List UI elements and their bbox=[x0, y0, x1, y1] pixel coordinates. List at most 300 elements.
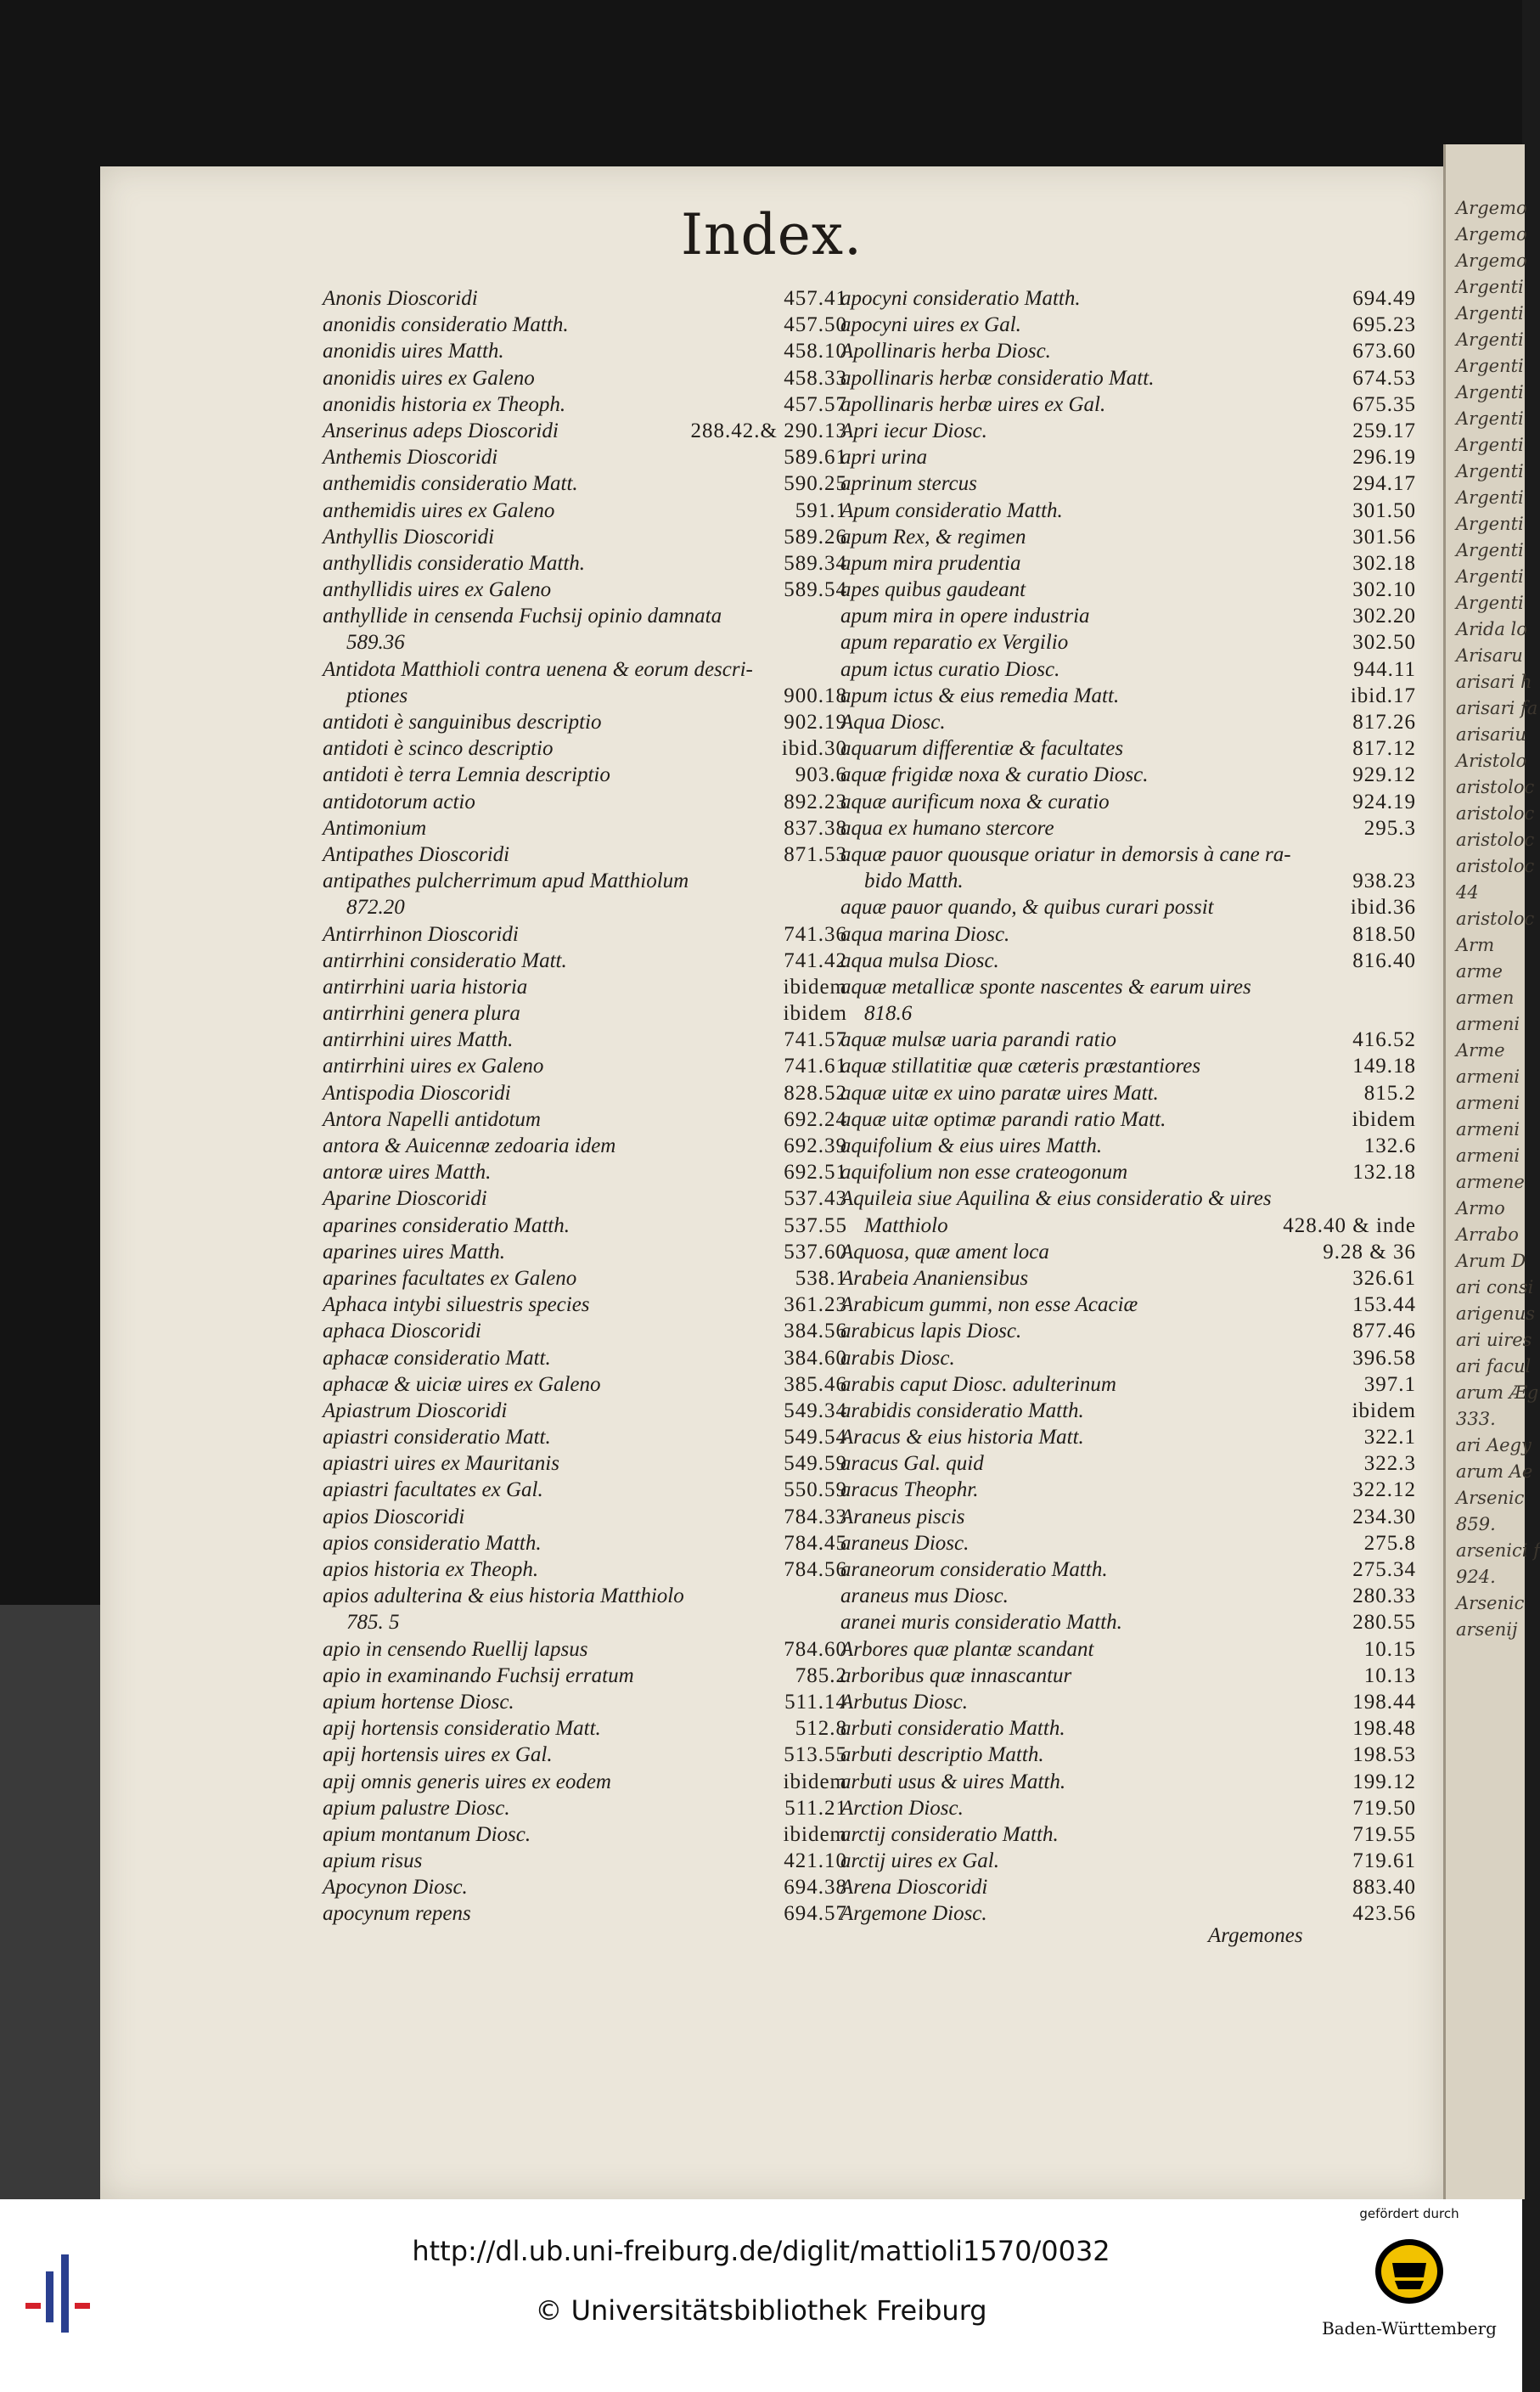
index-entry-term: arbuti descriptio Matth. bbox=[840, 1743, 1044, 1767]
index-entry bbox=[323, 789, 847, 815]
index-entry bbox=[840, 921, 1416, 948]
index-entry-term: arabis caput Diosc. adulterinum bbox=[840, 1372, 1116, 1396]
funder-crest-icon bbox=[1371, 2233, 1447, 2310]
index-entry-term: aparines facultates ex Galeno bbox=[323, 1266, 577, 1290]
index-entry-reference: 591.1 bbox=[795, 498, 847, 522]
index-entry bbox=[840, 498, 1416, 524]
index-entry-term: apios consideratio Matth. bbox=[323, 1531, 542, 1555]
index-entry-reference: 877.46 bbox=[1352, 1320, 1416, 1343]
index-entry-term: antirrhini uaria historia bbox=[323, 975, 528, 999]
index-entry-term: apios historia ex Theoph. bbox=[323, 1558, 539, 1581]
index-entry-term: anthemidis consideratio Matt. bbox=[323, 472, 578, 496]
index-entry bbox=[323, 1292, 847, 1318]
edge-line: Armo bbox=[1456, 1198, 1505, 1219]
index-entry-reference: 326.61 bbox=[1352, 1266, 1416, 1290]
index-entry-reference: 694.57 bbox=[784, 1902, 847, 1926]
index-entry-term: aprinum stercus bbox=[840, 472, 977, 496]
index-entry-term: aquæ uitæ ex uino paratæ uires Matt. bbox=[840, 1081, 1159, 1105]
index-entry bbox=[323, 603, 847, 629]
index-entry-reference: 892.23 bbox=[784, 790, 847, 813]
index-entry bbox=[840, 629, 1416, 656]
index-entry bbox=[840, 1398, 1416, 1424]
index-entry-term: anthyllidis consideratio Matth. bbox=[323, 551, 586, 575]
index-entry bbox=[323, 1769, 847, 1795]
edge-line: Argenti bbox=[1456, 277, 1524, 297]
index-entry-term: arbuti consideratio Matth. bbox=[840, 1717, 1065, 1741]
index-entry-term: arabicus lapis Diosc. bbox=[840, 1320, 1022, 1343]
index-entry-term: apum mira in opere industria bbox=[840, 605, 1090, 628]
edge-line: armene bbox=[1456, 1172, 1525, 1192]
edge-line: Argenti bbox=[1456, 566, 1524, 587]
index-entry bbox=[323, 1000, 847, 1027]
index-entry-reference: 871.53 bbox=[784, 842, 847, 866]
index-entry-term: Anonis Dioscoridi bbox=[323, 287, 478, 310]
index-entry-term: Anthemis Dioscoridi bbox=[323, 446, 498, 470]
index-entry-term: apium risus bbox=[323, 1849, 423, 1873]
index-entry-term: apium palustre Diosc. bbox=[323, 1796, 510, 1820]
edge-line: Arisaru bbox=[1456, 645, 1523, 666]
index-entry-reference: 302.20 bbox=[1352, 605, 1416, 628]
index-entry-reference: 817.12 bbox=[1352, 737, 1416, 761]
index-entry bbox=[323, 762, 847, 788]
index-entry bbox=[840, 1106, 1416, 1133]
index-entry-term: Aphaca intybi siluestris species bbox=[323, 1293, 590, 1317]
index-entry-reference: 924.19 bbox=[1352, 790, 1416, 813]
index-entry-reference: 837.38 bbox=[784, 816, 847, 840]
index-entry bbox=[840, 1053, 1416, 1079]
index-entry-reference: 322.3 bbox=[1363, 1452, 1416, 1476]
edge-line: arisari h bbox=[1456, 672, 1532, 692]
edge-line: Argenti bbox=[1456, 461, 1524, 481]
index-entry bbox=[840, 391, 1416, 418]
index-entry bbox=[323, 1318, 847, 1344]
index-entry-term: apio in censendo Ruellij lapsus bbox=[323, 1637, 588, 1661]
index-entry-reference: 784.45 bbox=[784, 1531, 847, 1555]
index-entry-reference: 694.38 bbox=[784, 1876, 847, 1900]
index-entry-reference: 674.53 bbox=[1352, 366, 1416, 390]
index-entry-term: arctij uires ex Gal. bbox=[840, 1849, 999, 1873]
index-entry-reference: 694.49 bbox=[1352, 287, 1416, 310]
index-entry-term: 872.20 bbox=[346, 896, 405, 920]
index-entry-term: aparines uires Matth. bbox=[323, 1240, 506, 1264]
index-entry bbox=[840, 1027, 1416, 1053]
index-entry-reference: 929.12 bbox=[1352, 763, 1416, 787]
edge-line: Arida lo bbox=[1456, 619, 1527, 639]
index-entry-reference: 692.24 bbox=[784, 1107, 847, 1131]
index-entry bbox=[840, 1450, 1416, 1477]
index-entry bbox=[840, 1663, 1416, 1689]
index-entry-term: apiastri facultates ex Gal. bbox=[323, 1478, 543, 1502]
index-entry-reference: 741.36 bbox=[784, 922, 847, 946]
index-entry-reference: 817.26 bbox=[1352, 711, 1416, 734]
index-entry bbox=[323, 1715, 847, 1742]
index-entry bbox=[323, 338, 847, 364]
index-entry-reference: 296.19 bbox=[1352, 446, 1416, 470]
index-entry-term: apiastri consideratio Matt. bbox=[323, 1426, 551, 1449]
index-entry bbox=[840, 1159, 1416, 1185]
index-entry-term: aqua mulsa Diosc. bbox=[840, 948, 999, 972]
index-entry-term: aqua marina Diosc. bbox=[840, 922, 1010, 946]
index-entry-reference: 288.42.& 290.13 bbox=[690, 419, 847, 442]
index-entry-term: Apollinaris herba Diosc. bbox=[840, 340, 1051, 363]
index-entry-term: antirrhini uires Matth. bbox=[323, 1028, 514, 1052]
edge-line: Argemo bbox=[1456, 250, 1527, 271]
index-entry-reference: 132.6 bbox=[1363, 1134, 1416, 1157]
index-entry bbox=[840, 550, 1416, 577]
index-entry bbox=[840, 1239, 1416, 1265]
index-entry bbox=[840, 1504, 1416, 1530]
index-entry-reference: 280.55 bbox=[1352, 1611, 1416, 1635]
index-entry-term: Antipathes Dioscoridi bbox=[323, 842, 510, 866]
index-entry bbox=[840, 1530, 1416, 1556]
index-entry bbox=[323, 1027, 847, 1053]
index-entry bbox=[323, 312, 847, 338]
index-entry-reference: 385.46 bbox=[784, 1372, 847, 1396]
index-entry-reference: 784.56 bbox=[784, 1558, 847, 1581]
index-entry bbox=[840, 894, 1416, 920]
index-column-right bbox=[840, 285, 1416, 1928]
index-entry bbox=[840, 789, 1416, 815]
index-entry bbox=[840, 1583, 1416, 1609]
edge-line: Argenti bbox=[1456, 329, 1524, 350]
index-entry-reference: ibid.30 bbox=[781, 737, 847, 761]
index-entry-term: arctij consideratio Matth. bbox=[840, 1822, 1059, 1846]
index-entry bbox=[840, 1609, 1416, 1635]
index-entry-term: arbuti usus & uires Matth. bbox=[840, 1770, 1066, 1793]
index-entry bbox=[840, 1080, 1416, 1106]
index-entry-term: aphacæ & uiciæ uires ex Galeno bbox=[323, 1372, 601, 1396]
edge-line: Argemo bbox=[1456, 198, 1527, 218]
index-entry-reference: 741.57 bbox=[784, 1028, 847, 1052]
index-entry bbox=[840, 709, 1416, 735]
index-entry-term: aparines consideratio Matth. bbox=[323, 1213, 570, 1237]
index-entry-term: Arction Diosc. bbox=[840, 1796, 964, 1820]
index-entry-reference: 10.15 bbox=[1363, 1637, 1416, 1661]
index-entry-term: Antora Napelli antidotum bbox=[323, 1107, 541, 1131]
index-entry bbox=[840, 1265, 1416, 1292]
book-cover-cloth bbox=[0, 1605, 100, 2199]
index-entry-reference: 512.8 bbox=[795, 1717, 847, 1741]
index-entry bbox=[323, 1398, 847, 1424]
edge-line: arsenici f bbox=[1456, 1540, 1540, 1561]
index-entry bbox=[323, 1530, 847, 1556]
index-entry-term: Aracus & eius historia Matt. bbox=[840, 1426, 1084, 1449]
index-entry-reference: 234.30 bbox=[1352, 1505, 1416, 1528]
index-entry bbox=[323, 1795, 847, 1821]
index-entry-reference: 198.44 bbox=[1352, 1690, 1416, 1714]
index-entry-reference: 590.25 bbox=[784, 472, 847, 496]
index-entry-term: apio in examinando Fuchsij erratum bbox=[323, 1663, 634, 1687]
index-entry-term: aquifolium & eius uires Matth. bbox=[840, 1134, 1103, 1157]
index-entry-reference: 9.28 & 36 bbox=[1323, 1240, 1416, 1264]
index-entry-reference: ibidem bbox=[1352, 1107, 1416, 1131]
index-entry-reference: 301.56 bbox=[1352, 525, 1416, 549]
index-entry-reference: 423.56 bbox=[1352, 1902, 1416, 1926]
index-entry-reference: 589.34 bbox=[784, 551, 847, 575]
index-entry-reference: 397.1 bbox=[1363, 1372, 1416, 1396]
index-entry bbox=[323, 1053, 847, 1079]
index-entry-term: aquæ metallicæ sponte nascentes & earum uires bbox=[840, 975, 1251, 999]
edge-line: 333. bbox=[1456, 1409, 1496, 1429]
index-entry-term: apij hortensis uires ex Gal. bbox=[323, 1743, 553, 1767]
index-entry-term: antoræ uires Matth. bbox=[323, 1161, 492, 1185]
edge-line: ari Aegy bbox=[1456, 1435, 1532, 1455]
index-entry bbox=[323, 1450, 847, 1477]
index-entry bbox=[840, 1821, 1416, 1848]
edge-line: Argenti bbox=[1456, 408, 1524, 429]
index-entry-term: Apum consideratio Matth. bbox=[840, 498, 1063, 522]
edge-line: armeni bbox=[1456, 1145, 1520, 1166]
index-entry bbox=[840, 948, 1416, 974]
index-entry-term: apios Dioscoridi bbox=[323, 1505, 465, 1528]
index-entry bbox=[840, 1292, 1416, 1318]
page-title: Index. bbox=[680, 202, 863, 267]
index-entry-reference: 719.55 bbox=[1352, 1822, 1416, 1846]
edge-line: Arum D bbox=[1456, 1251, 1526, 1271]
index-entry-reference: 302.10 bbox=[1352, 578, 1416, 602]
index-entry-reference: 549.34 bbox=[784, 1399, 847, 1422]
index-entry-reference: 302.50 bbox=[1352, 631, 1416, 655]
index-entry-term: anonidis historia ex Theoph. bbox=[323, 392, 566, 416]
index-entry-term: arboribus quæ innascantur bbox=[840, 1663, 1072, 1687]
index-entry-term: aracus Gal. quid bbox=[840, 1452, 984, 1476]
index-entry-term: antora & Auicennæ zedoaria idem bbox=[323, 1134, 616, 1157]
index-entry bbox=[840, 762, 1416, 788]
index-entry bbox=[840, 1477, 1416, 1503]
edge-line: Argenti bbox=[1456, 382, 1524, 402]
index-entry bbox=[323, 683, 847, 709]
edge-line: armeni bbox=[1456, 1093, 1520, 1113]
edge-line: 859. bbox=[1456, 1514, 1496, 1534]
index-entry-term: apollinaris herbæ uires ex Gal. bbox=[840, 392, 1106, 416]
index-entry bbox=[840, 418, 1416, 444]
index-entry-reference: 537.43 bbox=[784, 1187, 847, 1211]
index-entry-reference: 550.59 bbox=[784, 1478, 847, 1502]
index-entry bbox=[323, 1663, 847, 1689]
index-entry-term: aquæ pauor quando, & quibus curari possit bbox=[840, 896, 1214, 920]
index-entry-term: anthemidis uires ex Galeno bbox=[323, 498, 555, 522]
index-entry bbox=[323, 868, 847, 894]
edge-line: ari consi bbox=[1456, 1277, 1534, 1297]
index-entry-reference: 428.40 & inde bbox=[1283, 1213, 1416, 1237]
index-entry-term: apes quibus gaudeant bbox=[840, 578, 1026, 602]
index-entry-reference: 903.6 bbox=[795, 763, 847, 787]
edge-line: arme bbox=[1456, 961, 1503, 982]
index-entry bbox=[840, 577, 1416, 603]
edge-line: armeni bbox=[1456, 1119, 1520, 1140]
index-entry-term: antipathes pulcherrimum apud Matthiolum bbox=[323, 870, 689, 893]
index-entry bbox=[840, 1000, 1416, 1027]
index-entry-term: apij omnis generis uires ex eodem bbox=[323, 1770, 611, 1793]
index-entry-term: Apri iecur Diosc. bbox=[840, 419, 987, 442]
index-entry-reference: 828.52 bbox=[784, 1081, 847, 1105]
index-entry-term: araneus mus Diosc. bbox=[840, 1584, 1009, 1608]
index-entry bbox=[323, 524, 847, 550]
index-entry bbox=[323, 656, 847, 683]
permalink-url[interactable]: http://dl.ub.uni-freiburg.de/diglit/mattioli1570/0032 bbox=[412, 2235, 1110, 2267]
funded-by-label: gefördert durch bbox=[1359, 2206, 1459, 2221]
index-entry-term: araneus Diosc. bbox=[840, 1531, 970, 1555]
index-entry-reference: 458.33 bbox=[784, 366, 847, 390]
index-entry bbox=[323, 550, 847, 577]
index-entry bbox=[323, 1345, 847, 1371]
index-entry-term: apium hortense Diosc. bbox=[323, 1690, 514, 1714]
index-entry-reference: 816.40 bbox=[1352, 948, 1416, 972]
edge-line: Argenti bbox=[1456, 514, 1524, 534]
index-entry bbox=[323, 974, 847, 1000]
edge-line: 44 bbox=[1456, 882, 1479, 903]
edge-line: Arsenic bbox=[1456, 1593, 1525, 1613]
index-entry bbox=[840, 1742, 1416, 1768]
index-entry bbox=[840, 1848, 1416, 1874]
edge-line: Arm bbox=[1456, 935, 1495, 955]
index-entry bbox=[840, 1900, 1416, 1927]
edge-line: ari facul bbox=[1456, 1356, 1532, 1376]
edge-line: Argenti bbox=[1456, 593, 1524, 613]
edge-line: Argenti bbox=[1456, 356, 1524, 376]
index-entry bbox=[323, 1239, 847, 1265]
index-entry-reference: 384.60 bbox=[784, 1346, 847, 1370]
index-entry-reference: 944.11 bbox=[1353, 657, 1416, 681]
index-entry-term: apocyni uires ex Gal. bbox=[840, 313, 1021, 337]
index-entry-term: Arena Dioscoridi bbox=[840, 1876, 988, 1900]
index-entry bbox=[323, 1874, 847, 1900]
index-entry-term: antirrhini genera plura bbox=[323, 1002, 520, 1026]
index-entry-term: antidotorum actio bbox=[323, 790, 475, 813]
edge-line: Arme bbox=[1456, 1040, 1505, 1061]
index-entry-reference: 818.50 bbox=[1352, 922, 1416, 946]
index-entry-reference: 458.10 bbox=[784, 340, 847, 363]
index-entry-term: apium montanum Diosc. bbox=[323, 1822, 531, 1846]
edge-line: Argemo bbox=[1456, 224, 1527, 245]
index-entry bbox=[840, 444, 1416, 470]
index-entry bbox=[840, 338, 1416, 364]
index-entry-term: apij hortensis consideratio Matt. bbox=[323, 1717, 601, 1741]
index-entry-term: aracus Theophr. bbox=[840, 1478, 979, 1502]
index-entry-term: apocynum repens bbox=[323, 1902, 471, 1926]
index-entry-term: aquifolium non esse crateogonum bbox=[840, 1161, 1128, 1185]
index-entry-reference: 784.60 bbox=[784, 1637, 847, 1661]
index-entry bbox=[840, 1371, 1416, 1398]
index-entry bbox=[323, 921, 847, 948]
index-entry-reference: 537.55 bbox=[784, 1213, 847, 1237]
index-entry bbox=[840, 603, 1416, 629]
index-entry bbox=[323, 365, 847, 391]
index-entry-term: Antidota Matthioli contra uenena & eorum descri- bbox=[323, 657, 753, 681]
index-entry bbox=[840, 815, 1416, 841]
index-entry bbox=[323, 1106, 847, 1133]
index-entry-term: antirrhini consideratio Matt. bbox=[323, 948, 567, 972]
index-entry-reference: ibid.17 bbox=[1350, 684, 1416, 707]
index-entry-reference: 384.56 bbox=[784, 1320, 847, 1343]
index-entry bbox=[840, 1185, 1416, 1212]
index-entry bbox=[323, 1159, 847, 1185]
index-entry-term: apocyni consideratio Matth. bbox=[840, 287, 1081, 310]
book-page bbox=[100, 166, 1443, 2199]
index-entry-reference: 149.18 bbox=[1352, 1055, 1416, 1078]
index-entry-term: aquæ aurificum noxa & curatio bbox=[840, 790, 1110, 813]
index-entry bbox=[323, 1477, 847, 1503]
index-entry bbox=[840, 1133, 1416, 1159]
edge-line: arum Ae bbox=[1456, 1461, 1533, 1482]
index-entry bbox=[840, 1213, 1416, 1239]
index-entry bbox=[323, 1742, 847, 1768]
index-entry-reference: ibidem bbox=[783, 975, 847, 999]
index-entry-term: Matthiolo bbox=[864, 1213, 948, 1237]
index-entry bbox=[840, 1689, 1416, 1715]
index-entry-reference: 549.54 bbox=[784, 1426, 847, 1449]
index-entry bbox=[840, 524, 1416, 550]
index-entry-term: Antispodia Dioscoridi bbox=[323, 1081, 511, 1105]
edge-line: aristoloc bbox=[1456, 803, 1535, 824]
index-entry-reference: 784.33 bbox=[784, 1505, 847, 1528]
index-entry-reference: 361.23 bbox=[784, 1293, 847, 1317]
index-entry-term: apum reparatio ex Vergilio bbox=[840, 631, 1069, 655]
index-entry bbox=[840, 1636, 1416, 1663]
index-entry-reference: 198.48 bbox=[1352, 1717, 1416, 1741]
index-entry-reference: ibidem bbox=[1352, 1399, 1416, 1422]
index-entry-reference: 719.50 bbox=[1352, 1796, 1416, 1820]
index-entry-term: Arabicum gummi, non esse Acaciæ bbox=[840, 1293, 1138, 1317]
index-entry-reference: 513.55 bbox=[784, 1743, 847, 1767]
index-entry-term: ptiones bbox=[346, 684, 408, 707]
index-entry-reference: 280.33 bbox=[1352, 1584, 1416, 1608]
index-entry-reference: 537.60 bbox=[784, 1240, 847, 1264]
index-entry-reference: 259.17 bbox=[1352, 419, 1416, 442]
index-entry-term: anthyllidis uires ex Galeno bbox=[323, 578, 552, 602]
index-entry-reference: 198.53 bbox=[1352, 1743, 1416, 1767]
index-entry-term: 785. 5 bbox=[346, 1611, 400, 1635]
index-entry bbox=[840, 656, 1416, 683]
edge-line: arigenus bbox=[1456, 1303, 1535, 1324]
index-entry-reference: ibidem bbox=[783, 1002, 847, 1026]
index-entry bbox=[323, 1504, 847, 1530]
edge-line: Arsenic bbox=[1456, 1488, 1525, 1508]
index-entry-term: aquæ stillatitiæ quæ cæteris præstantiores bbox=[840, 1055, 1201, 1078]
index-entry bbox=[840, 312, 1416, 338]
index-entry bbox=[323, 1848, 847, 1874]
index-entry-reference: 589.26 bbox=[784, 525, 847, 549]
index-entry-reference: 457.41 bbox=[784, 287, 847, 310]
index-entry-reference: 396.58 bbox=[1352, 1346, 1416, 1370]
index-entry-term: araneorum consideratio Matth. bbox=[840, 1558, 1108, 1581]
index-entry bbox=[323, 577, 847, 603]
edge-line: arsenij bbox=[1456, 1619, 1518, 1640]
index-entry-term: aquæ mulsæ uaria parandi ratio bbox=[840, 1028, 1117, 1052]
index-entry bbox=[323, 1213, 847, 1239]
index-entry-term: arabis Diosc. bbox=[840, 1346, 955, 1370]
index-entry-term: 818.6 bbox=[864, 1002, 913, 1026]
index-entry bbox=[323, 498, 847, 524]
index-entry-reference: ibidem bbox=[783, 1822, 847, 1846]
index-entry-term: aquæ pauor quousque oriatur in demorsis à cane ra- bbox=[840, 842, 1291, 866]
index-entry bbox=[323, 285, 847, 312]
edge-line: Argenti bbox=[1456, 303, 1524, 324]
index-entry-reference: 815.2 bbox=[1363, 1081, 1416, 1105]
index-entry-reference: ibidem bbox=[783, 1770, 847, 1793]
index-entry-term: bido Matth. bbox=[864, 870, 964, 893]
index-entry-reference: 199.12 bbox=[1352, 1770, 1416, 1793]
index-entry-term: apum ictus curatio Diosc. bbox=[840, 657, 1060, 681]
index-entry bbox=[323, 1133, 847, 1159]
index-entry bbox=[323, 1371, 847, 1398]
index-entry bbox=[840, 1715, 1416, 1742]
index-entry bbox=[323, 1609, 847, 1635]
index-entry-term: aphacæ consideratio Matt. bbox=[323, 1346, 551, 1370]
index-entry-term: Araneus piscis bbox=[840, 1505, 965, 1528]
index-entry-term: apri urina bbox=[840, 446, 928, 470]
index-entry-reference: 692.39 bbox=[784, 1134, 847, 1157]
